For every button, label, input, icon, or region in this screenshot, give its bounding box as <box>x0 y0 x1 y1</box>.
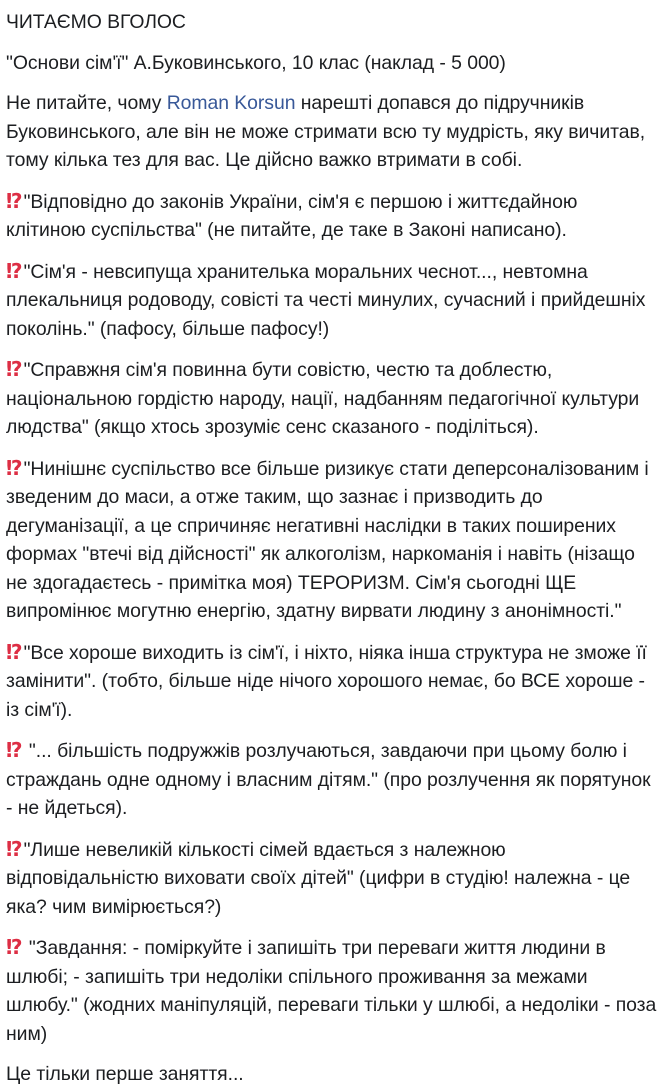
exclamation-question-icon: ⁉ <box>6 258 20 283</box>
book-title-line <box>6 49 659 78</box>
exclamation-question-icon: ⁉ <box>6 935 20 959</box>
thesis-text: "Завдання: - поміркуйте і запишіть три переваги життя людини в шлюбі; - запишіть три недоліки спільного проживання за межами шлюбу." (жодних маніпуляцій, переваги тільки у шлюбі, а недоліки - поза ним) <box>6 937 657 1045</box>
post-heading-text: ЧИТАЄМО ВГОЛОС <box>6 11 186 33</box>
exclamation-question-icon: ⁉ <box>6 188 20 213</box>
intro-paragraph <box>6 89 659 175</box>
book-title-text: "Основи сім'ї" А.Буковинського, 10 клас (наклад - 5 000) <box>6 51 506 74</box>
exclamation-question-icon: ⁉ <box>6 455 20 480</box>
thesis-paragraph <box>6 257 659 344</box>
thesis-text: "Справжня сім'я повинна бути совістю, честю та доблестю, національною гордістю народу, нації, надбанням педагогічної культури людства" (якщо хтось зрозуміє сенс сказаного - поділіться). <box>6 359 640 438</box>
thesis-paragraph <box>6 187 659 245</box>
thesis-text: "Все хороше виходить із сім'ї, і ніхто, ніяка інша структура не зможе її замінити". (тобто, більше ніде нічого хорошого немає, бо ВСЕ хороше - із сім'ї). <box>6 641 647 721</box>
thesis-paragraph <box>6 355 659 442</box>
exclamation-question-icon: ⁉ <box>6 836 20 861</box>
thesis-text: "Лише невеликій кількості сімей вдається з належною відповідальністю виховати своїх дітей" (цифри в студію! належна - це яка? чим вимірюється?) <box>6 838 631 918</box>
thesis-paragraph <box>6 638 659 725</box>
intro-text-after: нарешті допався до підручників Буковинського, але він не може стримати всю ту мудрість, яку вичитав, тому кілька тез для вас. Це дійсно важко втримати в собі. <box>6 92 646 171</box>
thesis-paragraph <box>6 933 659 1048</box>
exclamation-question-icon: ⁉ <box>6 639 20 664</box>
author-profile-link[interactable]: Roman Korsun <box>166 92 296 114</box>
exclamation-question-icon: ⁉ <box>6 738 20 762</box>
thesis-paragraph <box>6 454 659 626</box>
closing-paragraph <box>6 1060 659 1089</box>
intro-text-before: Не питайте, чому <box>6 92 167 114</box>
thesis-paragraph <box>6 736 659 823</box>
post-heading <box>6 8 659 37</box>
closing-text: Це тільки перше заняття... <box>6 1063 244 1085</box>
thesis-text: "Відповідно до законів України, сім'я є першою і життєдайною клітиною суспільства" (не питайте, де таке в Законі написано). <box>6 190 578 241</box>
thesis-text: "Сім'я - невсипуща хранителька моральних чеснот..., невтомна плекальниця родоводу, совісті та честі минулих, сучасний і прийдешніх поколінь." (пафосу, більше пафосу!) <box>6 260 646 340</box>
thesis-text: "... більшість подружжів розлучаються, завдаючи при цьому болю і страждань одне одному і власним дітям." (про розлучення як порятунок - не йдеться). <box>6 740 651 819</box>
thesis-text: "Нинішнє суспільство все більше ризикує стати деперсоналізованим і зведеним до маси, а отже таким, що зазнає і призводить до дегуманізації, а це спричиняє негативні наслідки в таких поширених формах "втечі від дійсності" як алкоголізм, наркоманія і навіть (нізащо не здогадаєтесь - примітка моя) ТЕРОРИЗМ. Сім'я сьогодні ЩЕ випромінює могутню енергію, здатну вирвати людину з анонімності." <box>6 457 649 622</box>
exclamation-question-icon: ⁉ <box>6 357 20 381</box>
thesis-paragraph <box>6 835 659 922</box>
